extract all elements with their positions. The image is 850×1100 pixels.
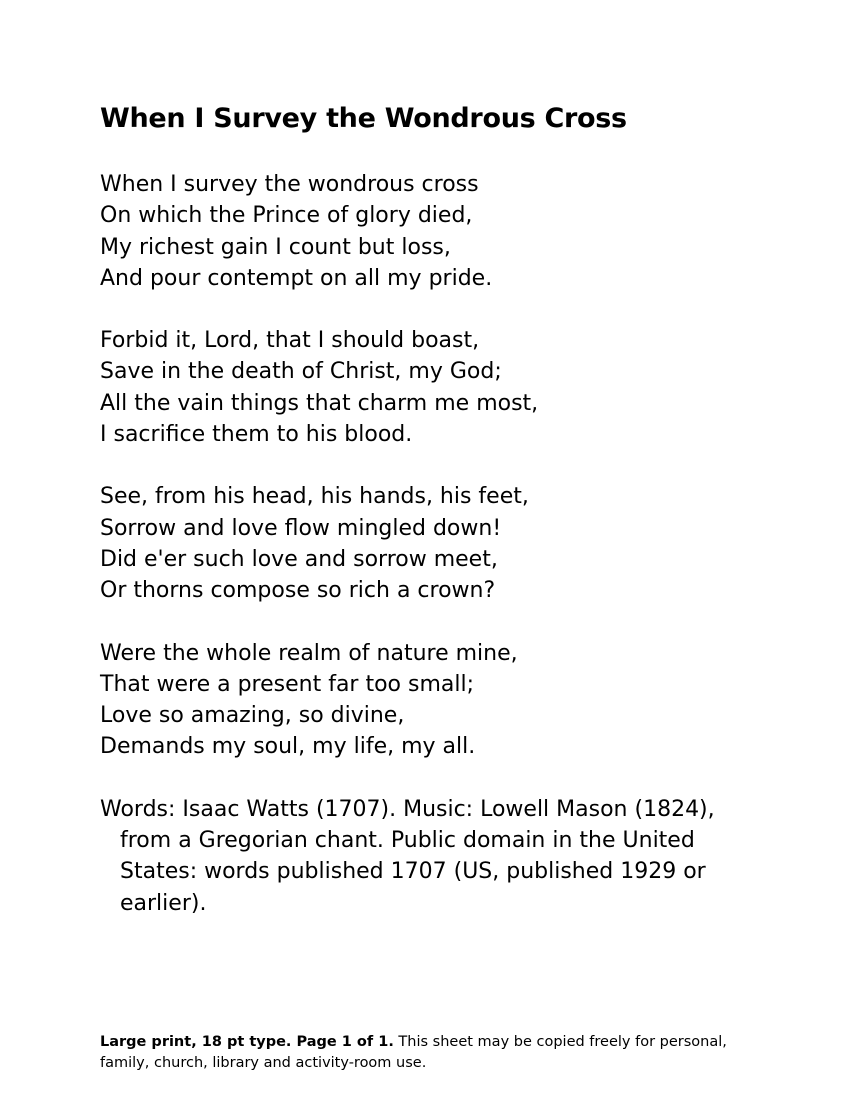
hymn-text [100, 169, 760, 919]
credits: Words: Isaac Watts (1707). Music: Lowell Mason (1824), from a Gregorian chant. Public domain in the United States: words published 1707 (US, published 1929 or earlier). [100, 796, 715, 916]
verse-line: Did e'er such love and sorrow meet, [100, 546, 498, 572]
verse-line: Save in the death of Christ, my God; [100, 359, 502, 385]
verse-line: Demands my soul, my life, my all. [100, 734, 476, 760]
verse-line: Sorrow and love flow mingled down! [100, 515, 502, 541]
verse-line: Or thorns compose so rich a crown? [100, 578, 496, 604]
verse-line: My richest gain I count but loss, [100, 234, 451, 260]
verse-line: On which the Prince of glory died, [100, 203, 473, 229]
verse-line: Were the whole realm of nature mine, [100, 640, 518, 666]
verse-4 [100, 638, 760, 763]
verse-line: All the vain things that charm me most, [100, 390, 539, 416]
verse-line: When I survey the wondrous cross [100, 172, 479, 197]
footer-note [100, 1032, 740, 1074]
page-title: When I Survey the Wondrous Cross [100, 103, 627, 134]
verse-line: And pour contempt on all my pride. [100, 265, 493, 291]
verse-line: I sacrifice them to his blood. [100, 422, 413, 448]
verse-line: That were a present far too small; [100, 671, 475, 697]
verse-3 [100, 481, 760, 606]
verse-line: Love so amazing, so divine, [100, 703, 405, 729]
verse-line: See, from his head, his hands, his feet, [100, 484, 529, 510]
verse-line: Forbid it, Lord, that I should boast, [100, 328, 480, 354]
verse-2 [100, 325, 760, 450]
verse-1 [100, 169, 760, 294]
footer-bold-text: Large print, 18 pt type. Page 1 of 1. [100, 1034, 394, 1050]
footer-text: This sheet may be copied freely for personal, family, church, library and activity-room use. [100, 1034, 727, 1071]
